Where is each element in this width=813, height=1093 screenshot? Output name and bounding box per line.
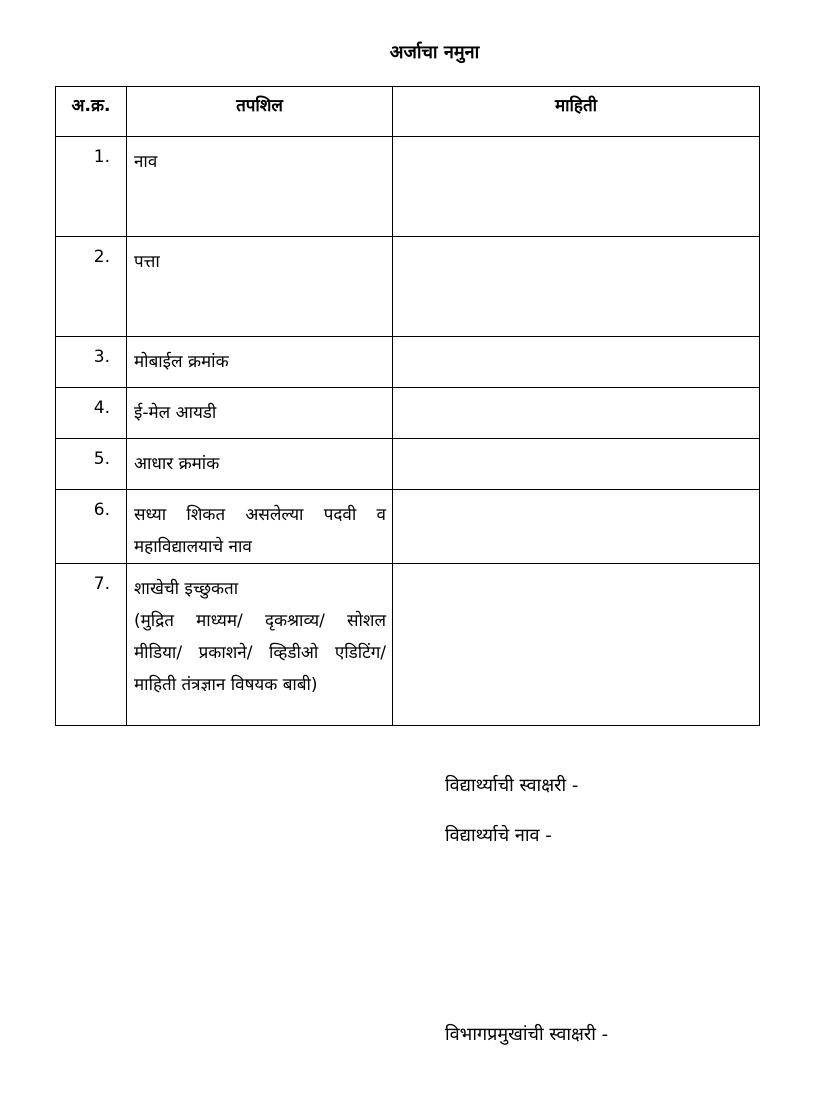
- header-serial: अ.क्र.: [56, 87, 127, 137]
- value-cell-mobile[interactable]: [393, 337, 760, 388]
- row-number: 3.: [56, 337, 127, 388]
- table-row: [56, 490, 760, 564]
- table-row: [56, 388, 760, 439]
- row-label-branch-preference: [127, 564, 393, 726]
- row-label-mobile: मोबाईल क्रमांक: [127, 337, 393, 388]
- row-number: 6.: [56, 490, 127, 564]
- value-cell-address[interactable]: [393, 237, 760, 337]
- value-cell-aadhaar[interactable]: [393, 439, 760, 490]
- student-signature-line: विद्यार्थ्याची स्वाक्षरी -: [445, 775, 579, 796]
- row-label-address: पत्ता: [127, 237, 393, 337]
- row-number: 4.: [56, 388, 127, 439]
- form-title: अर्जाचा नमुना: [389, 42, 480, 63]
- row-number: 1.: [56, 137, 127, 237]
- row-number: 2.: [56, 237, 127, 337]
- row-label-email: ई-मेल आयडी: [127, 388, 393, 439]
- value-cell-name[interactable]: [393, 137, 760, 237]
- hod-signature-line: विभागप्रमुखांची स्वाक्षरी -: [445, 1024, 609, 1045]
- branch-preference-title: शाखेची इच्छुकता: [134, 579, 239, 599]
- header-details: तपशिल: [127, 87, 393, 137]
- table-row: [56, 439, 760, 490]
- value-cell-email[interactable]: [393, 388, 760, 439]
- row-label-current-degree: सध्या शिकत असलेल्या पदवी व महाविद्यालयाचे नाव: [127, 490, 393, 564]
- student-name-line: विद्यार्थ्याचे नाव -: [445, 825, 552, 846]
- table-row: [56, 337, 760, 388]
- row-label-aadhaar: आधार क्रमांक: [127, 439, 393, 490]
- value-cell-current-degree[interactable]: [393, 490, 760, 564]
- value-cell-branch-preference[interactable]: [393, 564, 760, 726]
- table-row: [56, 237, 760, 337]
- row-label-name: नाव: [127, 137, 393, 237]
- table-header-row: [56, 87, 760, 137]
- row-number: 7.: [56, 564, 127, 726]
- application-form-table: [55, 86, 760, 726]
- table-row: [56, 137, 760, 237]
- table-row: [56, 564, 760, 726]
- header-information: माहिती: [393, 87, 760, 137]
- branch-preference-note: (मुद्रित माध्यम/ दृकश्राव्य/ सोशल मीडिया/ प्रकाशने/ व्हिडीओ एडिटिंग/ माहिती तंत्रज्ञान विषयक बाबी): [134, 611, 386, 695]
- row-number: 5.: [56, 439, 127, 490]
